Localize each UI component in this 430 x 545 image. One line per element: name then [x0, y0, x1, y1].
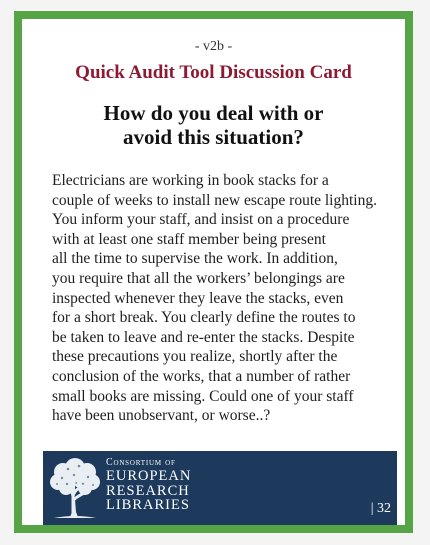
scenario-line: all the time to supervise the work. In addition,	[52, 250, 338, 268]
discussion-card	[14, 11, 413, 533]
scenario-line: conclusion of the works, that a number of rather	[52, 367, 351, 385]
question-heading	[22, 101, 405, 149]
logo-line: LIBRARIES	[106, 497, 190, 513]
question-line: How do you deal with or	[103, 101, 324, 125]
consortium-logo-text	[106, 457, 191, 513]
scenario-line: You inform your staff, and insist on a procedure	[52, 211, 350, 229]
card-title: Quick Audit Tool Discussion Card	[75, 62, 352, 83]
scenario-line: Electricians are working in book stacks for a	[52, 172, 329, 189]
scenario-line: couple of weeks to install new escape route lighting.	[52, 191, 377, 209]
scenario-line: inspected whenever they leave the stacks, even	[52, 289, 344, 307]
scenario-text	[52, 171, 392, 426]
question-line: avoid this situation?	[123, 125, 304, 149]
scenario-line: be taken to leave and re-enter the stacks. Despite	[52, 328, 355, 346]
tree-icon	[48, 454, 102, 520]
scenario-line: these precautions you realize, shortly after the	[52, 348, 338, 366]
logo-line: EUROPEAN	[106, 468, 192, 484]
logo-line: RESEARCH	[106, 482, 190, 499]
scenario-line: you require that all the workers’ belongings are	[52, 269, 345, 287]
version-label: - v2b -	[194, 39, 233, 54]
footer-banner	[43, 451, 397, 525]
logo-line: Consortium of	[106, 457, 176, 468]
page-number: | 32	[370, 501, 391, 516]
scenario-line: with at least one staff member being present	[52, 230, 326, 248]
scenario-line: have been unobservant, or worse..?	[52, 407, 271, 425]
scenario-line: small books are missing. Could one of your staff	[52, 387, 354, 405]
scenario-line: for a short break. You clearly define the routes to	[52, 309, 356, 327]
